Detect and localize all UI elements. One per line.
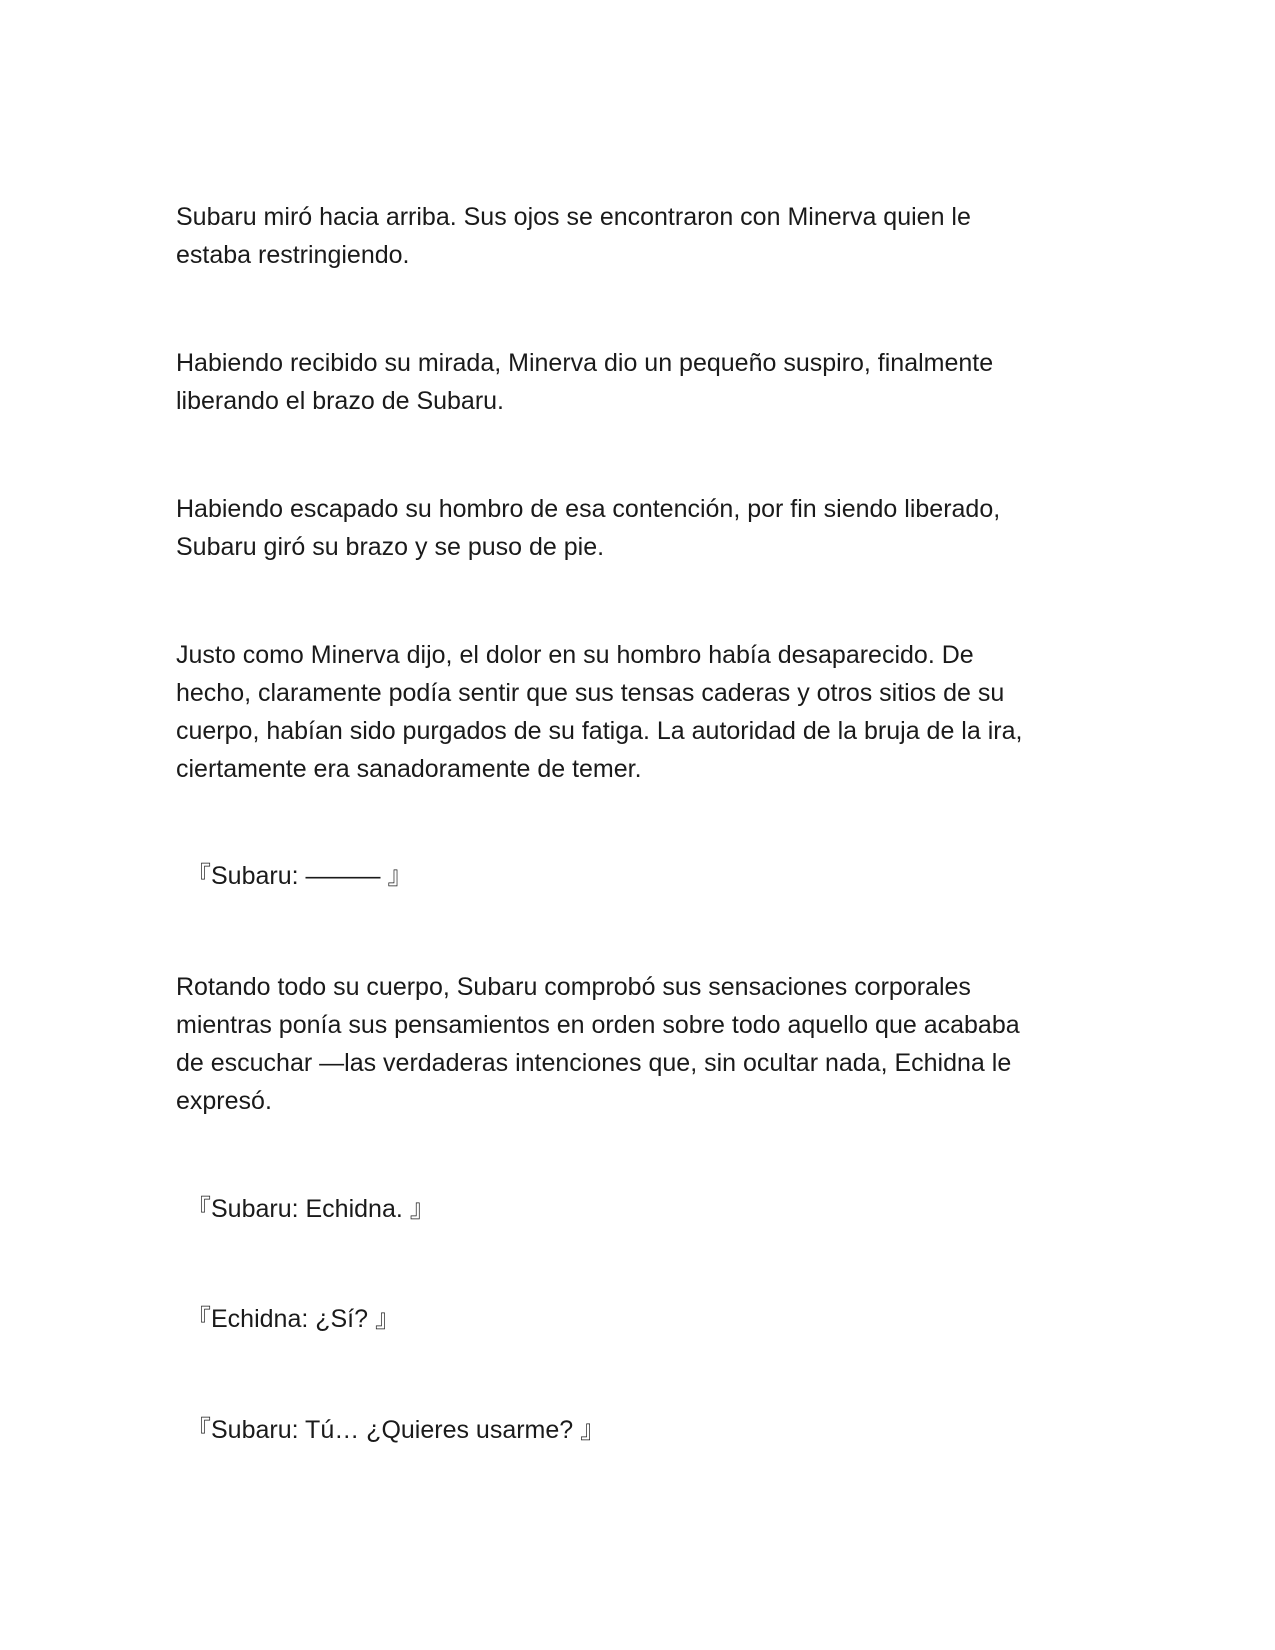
paragraph-line: cuerpo, habían sido purgados de su fatiga. La autoridad de la bruja de la ira, <box>176 717 1023 745</box>
dialogue-line-1: 『Subaru: ——— 』 <box>186 862 413 890</box>
paragraph-line: Subaru giró su brazo y se puso de pie. <box>176 533 605 561</box>
paragraph-line: de escuchar —las verdaderas intenciones que, sin ocultar nada, Echidna le <box>176 1049 1012 1077</box>
paragraph-line: Habiendo recibido su mirada, Minerva dio un pequeño suspiro, finalmente <box>176 349 994 377</box>
paragraph-5 <box>176 968 1096 1120</box>
paragraph-line: Rotando todo su cuerpo, Subaru comprobó sus sensaciones corporales <box>176 973 971 1001</box>
paragraph-1 <box>176 198 1096 274</box>
paragraph-2 <box>176 344 1096 420</box>
paragraph-line: Habiendo escapado su hombro de esa contención, por fin siendo liberado, <box>176 495 1001 523</box>
dialogue-line-3: 『Echidna: ¿Sí? 』 <box>186 1305 400 1333</box>
paragraph-3 <box>176 490 1096 566</box>
paragraph-4 <box>176 636 1096 788</box>
dialogue-line-2: 『Subaru: Echidna. 』 <box>186 1195 435 1223</box>
paragraph-line: ciertamente era sanadoramente de temer. <box>176 755 642 783</box>
dialogue-line-4: 『Subaru: Tú… ¿Quieres usarme? 』 <box>186 1416 606 1444</box>
paragraph-line: estaba restringiendo. <box>176 241 410 269</box>
paragraph-line: Subaru miró hacia arriba. Sus ojos se encontraron con Minerva quien le <box>176 203 971 231</box>
paragraph-line: Justo como Minerva dijo, el dolor en su hombro había desaparecido. De <box>176 641 974 669</box>
paragraph-line: hecho, claramente podía sentir que sus tensas caderas y otros sitios de su <box>176 679 1005 707</box>
paragraph-line: mientras ponía sus pensamientos en orden sobre todo aquello que acababa <box>176 1011 1020 1039</box>
paragraph-line: expresó. <box>176 1087 272 1115</box>
paragraph-line: liberando el brazo de Subaru. <box>176 387 505 415</box>
